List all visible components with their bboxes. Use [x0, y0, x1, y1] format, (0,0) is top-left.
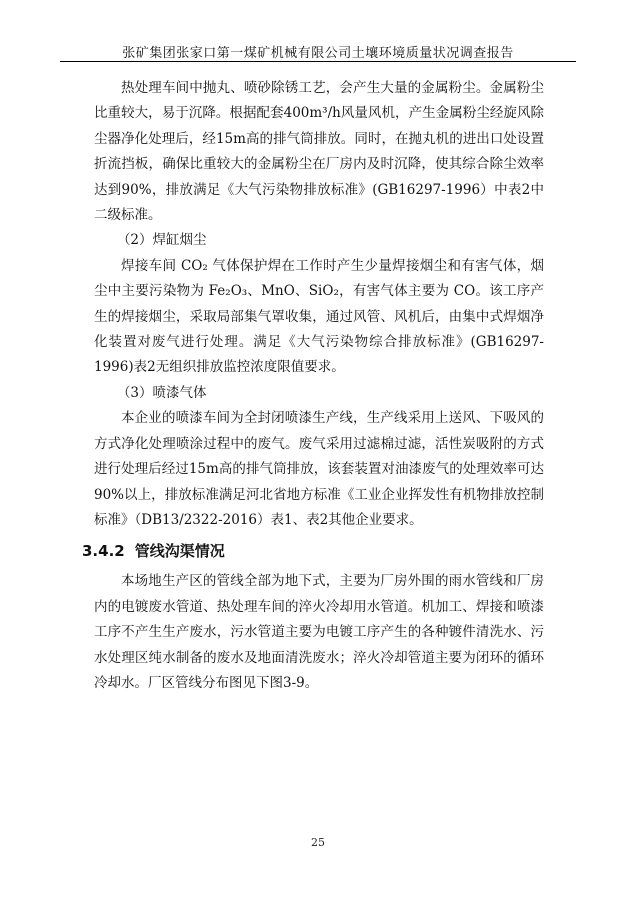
paragraph-pipelines: 本场地生产区的管线全部为地下式，主要为厂房外围的雨水管线和厂房内的电镀废水管道、热处理车间的淬火冷却用水管道。机加工、焊接和喷漆工序不产生生产废水，污水管道主要为电镀工序产生的各种镀件清洗水、污水处理区纯水制备的废水及地面清洗废水；淬火冷却管道主要为闭环的循环冷却水。厂区管线分布图见下图3-9。 [94, 573, 544, 691]
paragraph-paint-gas: 本企业的喷漆车间为全封闭喷漆生产线，生产线采用上送风、下吸风的方式净化处理喷涂过程中的废气。废气采用过滤棉过滤，活性炭吸附的方式进行处理后经过15m高的排气筒排放，该套装置对油漆废气的处理效率可达90%以上，排放标准满足河北省地方标准《工业企业挥发性有机物排放控制标准》（DB13/2322-2016）表1、表2其他企业要求。 [94, 410, 544, 528]
subheading-welding-fume: （2）焊缸烟尘 [116, 232, 207, 249]
header-rule [60, 61, 576, 62]
page-number: 25 [311, 836, 325, 849]
running-header: 张矿集团张家口第一煤矿机械有限公司土壤环境质量状况调查报告 [122, 46, 514, 61]
subheading-paint-gas: （3）喷漆气体 [116, 384, 207, 401]
section-number: 3.4.2 [82, 542, 125, 561]
paragraph-shot-blasting-dust: 热处理车间中抛丸、喷砂除锈工艺，会产生大量的金属粉尘。金属粉尘比重较大，易于沉降。根据配套400m³/h风量风机，产生金属粉尘经旋风除尘器净化处理后，经15m高的排气筒排放。同时，在抛丸机的进出口处设置折流挡板，确保比重较大的金属粉尘在厂房内及时沉降，使其综合除尘效率达到90%，排放满足《大气污染物排放标准》(GB16297-1996）中表2中二级标准。 [94, 80, 544, 224]
paragraph-welding-fume: 焊接车间 CO₂ 气体保护焊在工作时产生少量焊接烟尘和有害气体，烟尘中主要污染物为 Fe₂O₃、MnO、SiO₂，有害气体主要为 CO。该工序产生的焊接烟尘，采取局部集气罩收集，通过风管、风机后，由集中式焊烟净化装置对废气进行处理。满足《大气污染物综合排放标准》(GB16297-1996)表2无组织排放监控浓度限值要求。 [94, 257, 544, 376]
section-heading [82, 538, 544, 564]
page-body [82, 76, 544, 696]
section-title: 管线沟渠情况 [134, 542, 225, 561]
